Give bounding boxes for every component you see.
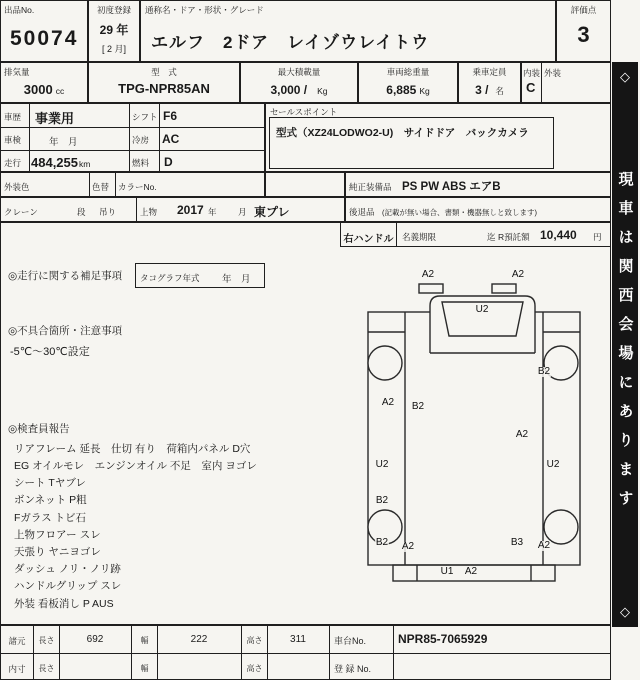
lot-label: 出品No. xyxy=(4,5,35,15)
length-value: 692 xyxy=(86,634,104,645)
body-month-unit: 月 xyxy=(238,207,247,217)
history-value: 事業用 xyxy=(35,111,75,126)
height-label: 高さ xyxy=(246,636,263,645)
interior-exterior-divider xyxy=(541,63,542,102)
displacement-cell xyxy=(0,62,88,103)
first-registration-month: [ 2 月] xyxy=(101,44,126,54)
inspection-label: 車検 xyxy=(4,135,22,145)
addon-note: (記載が無い場合、書類・機器無しと致します) xyxy=(382,208,537,217)
first-registration-label: 初度登録 xyxy=(96,5,131,15)
model-code: TPG-NPR85AN xyxy=(118,81,210,96)
sales-point-box xyxy=(269,117,554,169)
made-label: 迄 xyxy=(487,232,496,242)
body-maker: 東プレ xyxy=(254,205,290,219)
venue-banner-text: 現車は関西会場にあります xyxy=(616,170,634,519)
damage-mark: A2 xyxy=(421,269,435,280)
history-hline-2 xyxy=(1,150,264,151)
damage-mark: B2 xyxy=(375,537,389,548)
lot-number: 50074 xyxy=(10,27,79,50)
inspector-line: ボンネット P粗 xyxy=(14,494,87,506)
exterior-color-label: 外装色 xyxy=(4,182,30,192)
damage-mark: U1 xyxy=(440,566,454,577)
inspector-line: ハンドルグリップ スレ xyxy=(14,580,122,592)
defect-title: ◎不具合箇所・注意事項 xyxy=(8,325,123,337)
shift-value: F6 xyxy=(163,109,178,123)
damage-diagram xyxy=(355,250,612,625)
truck-outline xyxy=(368,284,580,581)
inspector-line: 上物フロアー スレ xyxy=(14,529,101,541)
fuel-label: 燃料 xyxy=(132,158,150,168)
exterior-label: 外装 xyxy=(544,68,562,78)
damage-mark: A2 xyxy=(381,397,395,408)
capacity-cell xyxy=(458,62,521,103)
damage-mark: B3 xyxy=(510,537,524,548)
inspector-line: リアフレーム 延長 仕切 有り 荷箱内パネル D穴 xyxy=(14,443,251,455)
footer-table xyxy=(0,625,611,680)
body-year: 2017 xyxy=(177,203,204,217)
history-hline-1 xyxy=(1,127,264,128)
damage-mark: U2 xyxy=(546,459,560,470)
crane-tsuri-label: 吊り xyxy=(99,207,117,217)
gross-weight-label: 車両総重量 xyxy=(386,67,430,77)
interior-grade: C xyxy=(526,80,536,95)
ac-value: AC xyxy=(162,132,180,146)
model-code-label: 型 式 xyxy=(151,67,177,77)
first-registration-year: 29 年 xyxy=(99,23,129,37)
inner-length-label: 長さ xyxy=(38,664,55,673)
max-load-unit: Kg xyxy=(317,86,328,96)
damage-mark: U2 xyxy=(375,459,389,470)
displacement-unit: cc xyxy=(55,86,65,96)
interior-label: 内装 xyxy=(523,68,541,78)
displacement-value: 3000 xyxy=(23,82,53,97)
addon-label: 後退品 xyxy=(349,207,375,217)
ac-label: 冷房 xyxy=(132,135,150,145)
damage-mark: A2 xyxy=(515,429,529,440)
handle-row xyxy=(340,222,611,247)
capacity-unit: 名 xyxy=(495,86,504,96)
height-value: 311 xyxy=(290,634,306,645)
history-vline-1 xyxy=(29,104,30,171)
genuine-equipment-label: 純正装備品 xyxy=(349,182,392,192)
inspector-line: 外装 看板消し P AUS xyxy=(14,598,114,610)
shift-label: シフト xyxy=(132,112,158,122)
inspector-title: ◎検査員報告 xyxy=(8,423,70,435)
sales-point-cell xyxy=(265,103,611,172)
tachograph-label: タコグラフ年式 xyxy=(140,273,200,283)
inner-dims-label: 内寸 xyxy=(8,664,26,674)
crane-row xyxy=(0,197,345,222)
mileage-group xyxy=(31,154,90,172)
spacer-cell xyxy=(265,172,345,197)
history-label: 車歴 xyxy=(4,112,22,122)
damage-mark: A2 xyxy=(401,541,415,552)
gross-weight-value: 6,885 xyxy=(386,83,417,97)
gross-weight-cell xyxy=(358,62,458,103)
venue-banner xyxy=(612,62,638,627)
max-load-cell xyxy=(240,62,358,103)
chassis-label: 車台No. xyxy=(334,636,367,646)
mileage-value: 484,255 xyxy=(31,155,78,170)
crane-vline xyxy=(136,198,137,221)
history-vline-2 xyxy=(129,104,130,171)
deposit-value: 10,440 xyxy=(540,228,577,242)
body-year-unit: 年 xyxy=(208,207,217,217)
damage-mark: A2 xyxy=(537,540,551,551)
inspector-line: ダッシュ ノリ・ノリ跡 xyxy=(14,563,121,575)
color-row xyxy=(0,172,265,197)
history-vline-3 xyxy=(159,104,160,171)
fuel-value: D xyxy=(164,155,173,169)
vehicle-name: エルフ 2ドア レイゾウレイトウ xyxy=(151,33,430,52)
vehicle-name-label: 通称名・ドア・形状・グレード xyxy=(145,5,264,15)
genuine-equipment-cell xyxy=(345,172,611,197)
handle-value: 右ハンドル xyxy=(343,234,394,245)
capacity-label: 乗車定員 xyxy=(472,67,507,77)
footer-vline-7 xyxy=(329,626,330,679)
footer-vline-8 xyxy=(393,626,394,679)
width-value: 222 xyxy=(190,634,208,645)
handle-divider xyxy=(396,223,397,246)
score-value: 3 xyxy=(577,22,590,47)
max-load-label: 最大積載量 xyxy=(277,67,321,77)
displacement-label: 排気量 xyxy=(4,67,30,77)
mileage-label: 走行 xyxy=(4,158,22,168)
registration-label: 登 録 No. xyxy=(334,664,372,674)
inspection-value: 年 月 xyxy=(49,137,78,148)
inner-width-label: 幅 xyxy=(140,664,149,673)
inspector-line: シート Tヤブレ xyxy=(14,477,86,489)
damage-mark: B2 xyxy=(411,401,425,412)
color-vline-1 xyxy=(89,173,90,196)
damage-mark: B2 xyxy=(537,366,551,377)
damage-mark: U2 xyxy=(475,304,489,315)
score-label: 評価点 xyxy=(570,5,597,15)
sales-point-label: セールスポイント xyxy=(270,107,338,117)
vehicle-name-cell xyxy=(140,0,556,62)
dims-label: 諸元 xyxy=(8,636,26,646)
color-vline-2 xyxy=(115,173,116,196)
damage-mark: A2 xyxy=(511,269,525,280)
defect-text: -5℃〜30℃設定 xyxy=(10,346,90,358)
name-deadline-label: 名義期限 xyxy=(402,232,437,242)
model-code-cell xyxy=(88,62,240,103)
chassis-number: NPR85-7065929 xyxy=(398,632,488,646)
max-load-value: 3,000 / xyxy=(270,83,308,97)
deposit-unit: 円 xyxy=(593,232,602,242)
inner-height-label: 高さ xyxy=(246,664,263,673)
genuine-equipment-value: PS PW ABS エアB xyxy=(402,181,501,193)
addon-cell xyxy=(345,197,611,222)
inspector-line: Fガラス トビ石 xyxy=(14,512,87,524)
first-registration-cell xyxy=(88,0,140,62)
mileage-note-title: ◎走行に関する補足事項 xyxy=(8,270,123,282)
lot-cell xyxy=(0,0,88,62)
deposit-label: R預託額 xyxy=(498,232,530,242)
width-label: 幅 xyxy=(140,636,149,645)
inspector-line: 天張り ヤニヨゴレ xyxy=(14,546,101,558)
damage-mark: B2 xyxy=(375,495,389,506)
tachograph-value: 年 月 xyxy=(222,274,251,285)
inspector-line: EG オイルモレ エンジンオイル 不足 室内 ヨゴレ xyxy=(14,460,257,472)
crane-label: クレーン xyxy=(4,207,38,217)
capacity-value: 3 / xyxy=(475,83,489,97)
mileage-unit: km xyxy=(79,159,91,169)
length-label: 長さ xyxy=(38,636,55,645)
diamond-icon: ◇ xyxy=(620,604,630,619)
body-label: 上物 xyxy=(140,207,158,217)
diamond-icon: ◇ xyxy=(620,69,630,84)
color-no-label: カラーNo. xyxy=(118,182,157,192)
score-cell xyxy=(556,0,611,62)
history-block xyxy=(0,103,265,172)
gross-weight-unit: Kg xyxy=(419,86,430,96)
tachograph-box xyxy=(135,263,265,288)
damage-mark: A2 xyxy=(464,566,478,577)
interior-exterior-cell xyxy=(521,62,611,103)
crane-dan-label: 段 xyxy=(77,207,86,217)
sales-point-text: 型式（XZ24LODWO2-U) サイドドア バックカメラ xyxy=(276,127,529,139)
color-change-label: 色替 xyxy=(92,182,110,192)
footer-hline xyxy=(1,653,610,654)
